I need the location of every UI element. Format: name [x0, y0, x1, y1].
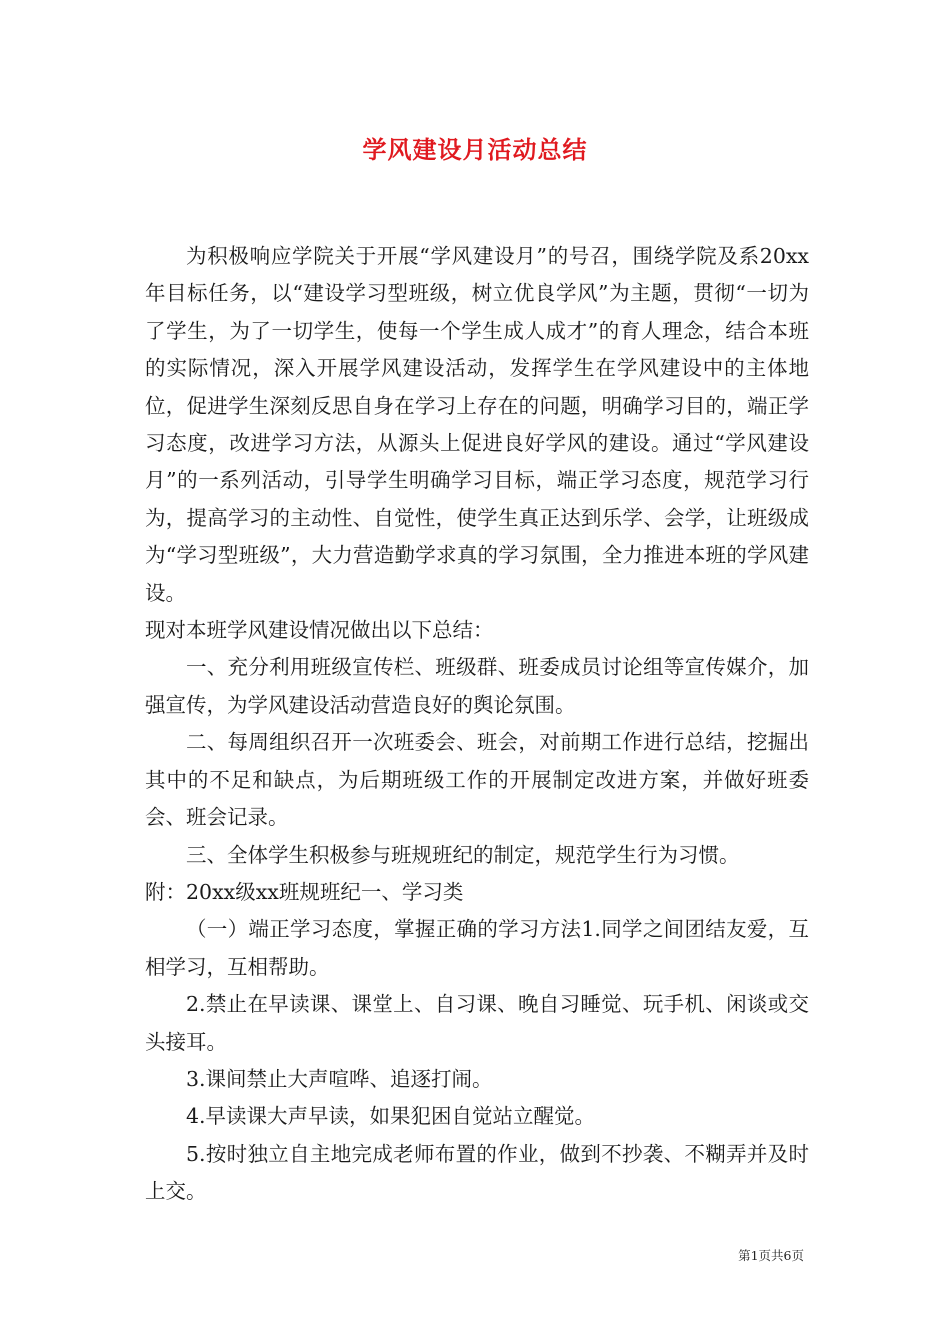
section-one-paragraph: 一、充分利用班级宣传栏、班级群、班委成员讨论组等宣传媒介，加强宣传，为学风建设活动营造良好的舆论氛围。	[145, 655, 809, 717]
rule-item-5: 5.按时独立自主地完成老师布置的作业，做到不抄袭、不糊弄并及时上交。	[145, 1141, 809, 1204]
section-three-paragraph: 三、全体学生积极参与班规班纪的制定，规范学生行为习惯。	[186, 842, 740, 867]
rule-item-2: 2.禁止在早读课、课堂上、自习课、晚自习睡觉、玩手机、闲谈或交头接耳。	[145, 992, 809, 1054]
document-body	[145, 238, 809, 1211]
summary-lead-paragraph: 现对本班学风建设情况做出以下总结：	[145, 618, 494, 643]
section-two-paragraph: 二、每周组织召开一次班委会、班会，对前期工作进行总结，挖掘出其中的不足和缺点，为后期班级工作的开展制定改进方案，并做好班委会、班会记录。	[145, 730, 809, 830]
page-title: 学风建设月活动总结	[362, 135, 588, 164]
intro-paragraph: 为积极响应学院关于开展“学风建设月”的号召，围绕学院及系20xx年目标任务，以“建设学习型班级，树立优良学风”为主题，贯彻“一切为了学生，为了一切学生，使每一个学生成人成才”的育人理念，结合本班的实际情况，深入开展学风建设活动，发挥学生在学风建设中的主体地位，促进学生深刻反思自身在学习上存在的问题，明确学习目的，端正学习态度，改进学习方法，从源头上促进良好学风的建设。通过“学风建设月”的一系列活动，引导学生明确学习目标，端正学习态度，规范学习行为，提高学习的主动性、自觉性，使学生真正达到乐学、会学，让班级成为“学习型班级”，大力营造勤学求真的学习氛围，全力推进本班的学风建设。	[145, 244, 809, 605]
page-number: 第1页共6页	[738, 1248, 804, 1263]
appendix-heading: 附：20xx级xx班规班纪一、学习类	[145, 879, 464, 904]
rule-item-3: 3.课间禁止大声喧哗、追逐打闹。	[186, 1066, 493, 1091]
rule-item-4: 4.早读课大声早读，如果犯困自觉站立醒觉。	[186, 1104, 596, 1129]
rule-group-one-paragraph: （一）端正学习态度，掌握正确的学习方法1.同学之间团结友爱，互相学习，互相帮助。	[145, 917, 809, 979]
